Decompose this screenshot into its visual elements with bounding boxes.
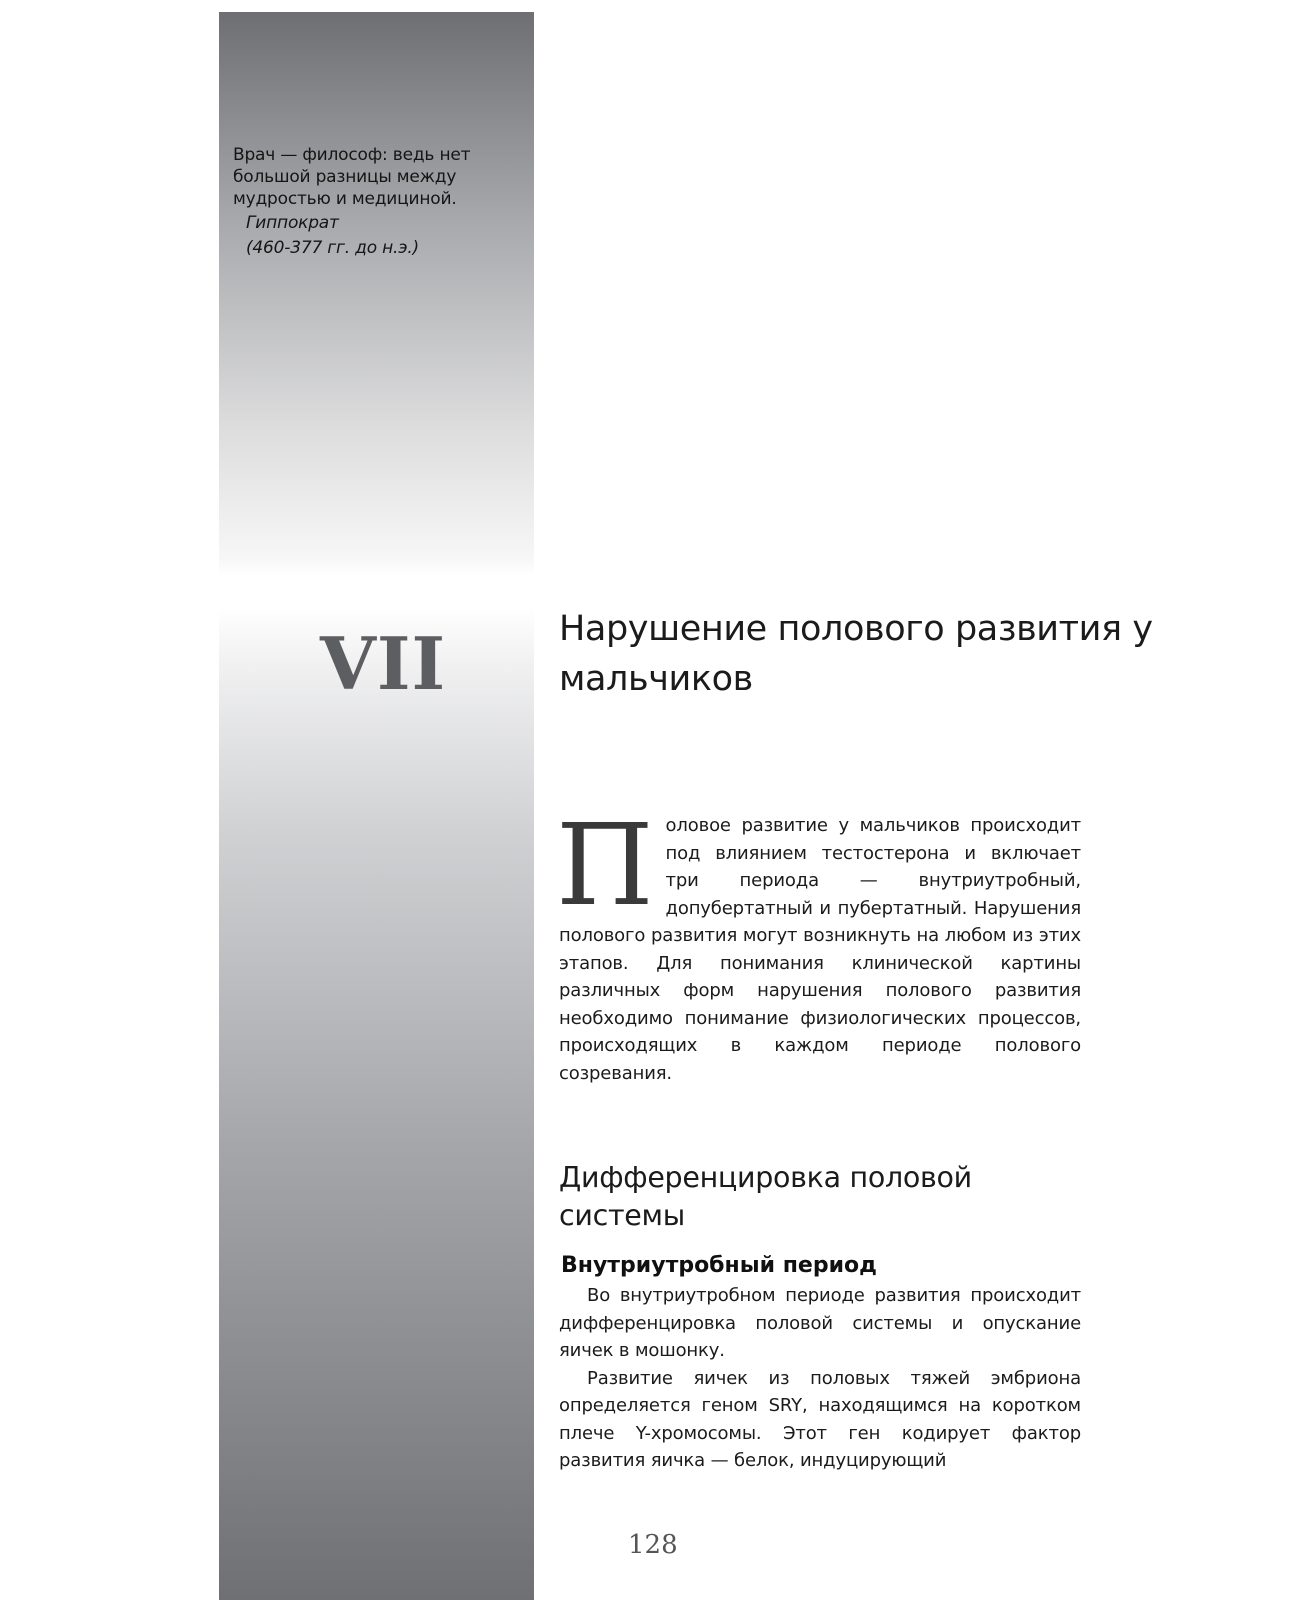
intro-paragraph: [556, 801, 1081, 1087]
body-paragraph: Развитие яичек из половых тяжей эмбриона определяется геном SRY, находящимся на коротком плече Y-хромосомы. Этот ген кодирует фактор развития яичка — белок, индуцирующий: [559, 1367, 1081, 1471]
drop-cap: П: [556, 801, 654, 931]
section-body: [559, 1282, 1081, 1475]
chapter-numeral: VII: [320, 621, 447, 706]
body-paragraph: Во внутриутробном периоде развития происходит дифференцировка половой системы и опускание яичек в мошонку.: [559, 1285, 1081, 1361]
subsection-title: Внутриутробный период: [561, 1253, 877, 1278]
chapter-title: Нарушение полового развития у мальчиков: [559, 609, 1153, 699]
section-title: Дифференцировка половой системы: [559, 1161, 972, 1232]
epigraph-years: (460-377 гг. до н.э.): [246, 238, 419, 258]
page-number: 128: [628, 1530, 678, 1560]
epigraph: [233, 144, 503, 259]
epigraph-text: Врач — философ: ведь нет большой разницы между мудростью и медициной.: [233, 145, 471, 209]
intro-text: оловое развитие у мальчиков происходит под влиянием тестостерона и включает три периода — внутриутробный, допубертатный и пубертатный. Нарушения полового развития могут возникнуть на любом из этих этапов. Для понимания клинической картины различных форм нарушения полового развития необходимо понимание физиологических процессов, происходящих в каждом периоде полового созревания.: [559, 815, 1081, 1084]
epigraph-author: Гиппократ: [246, 213, 339, 233]
